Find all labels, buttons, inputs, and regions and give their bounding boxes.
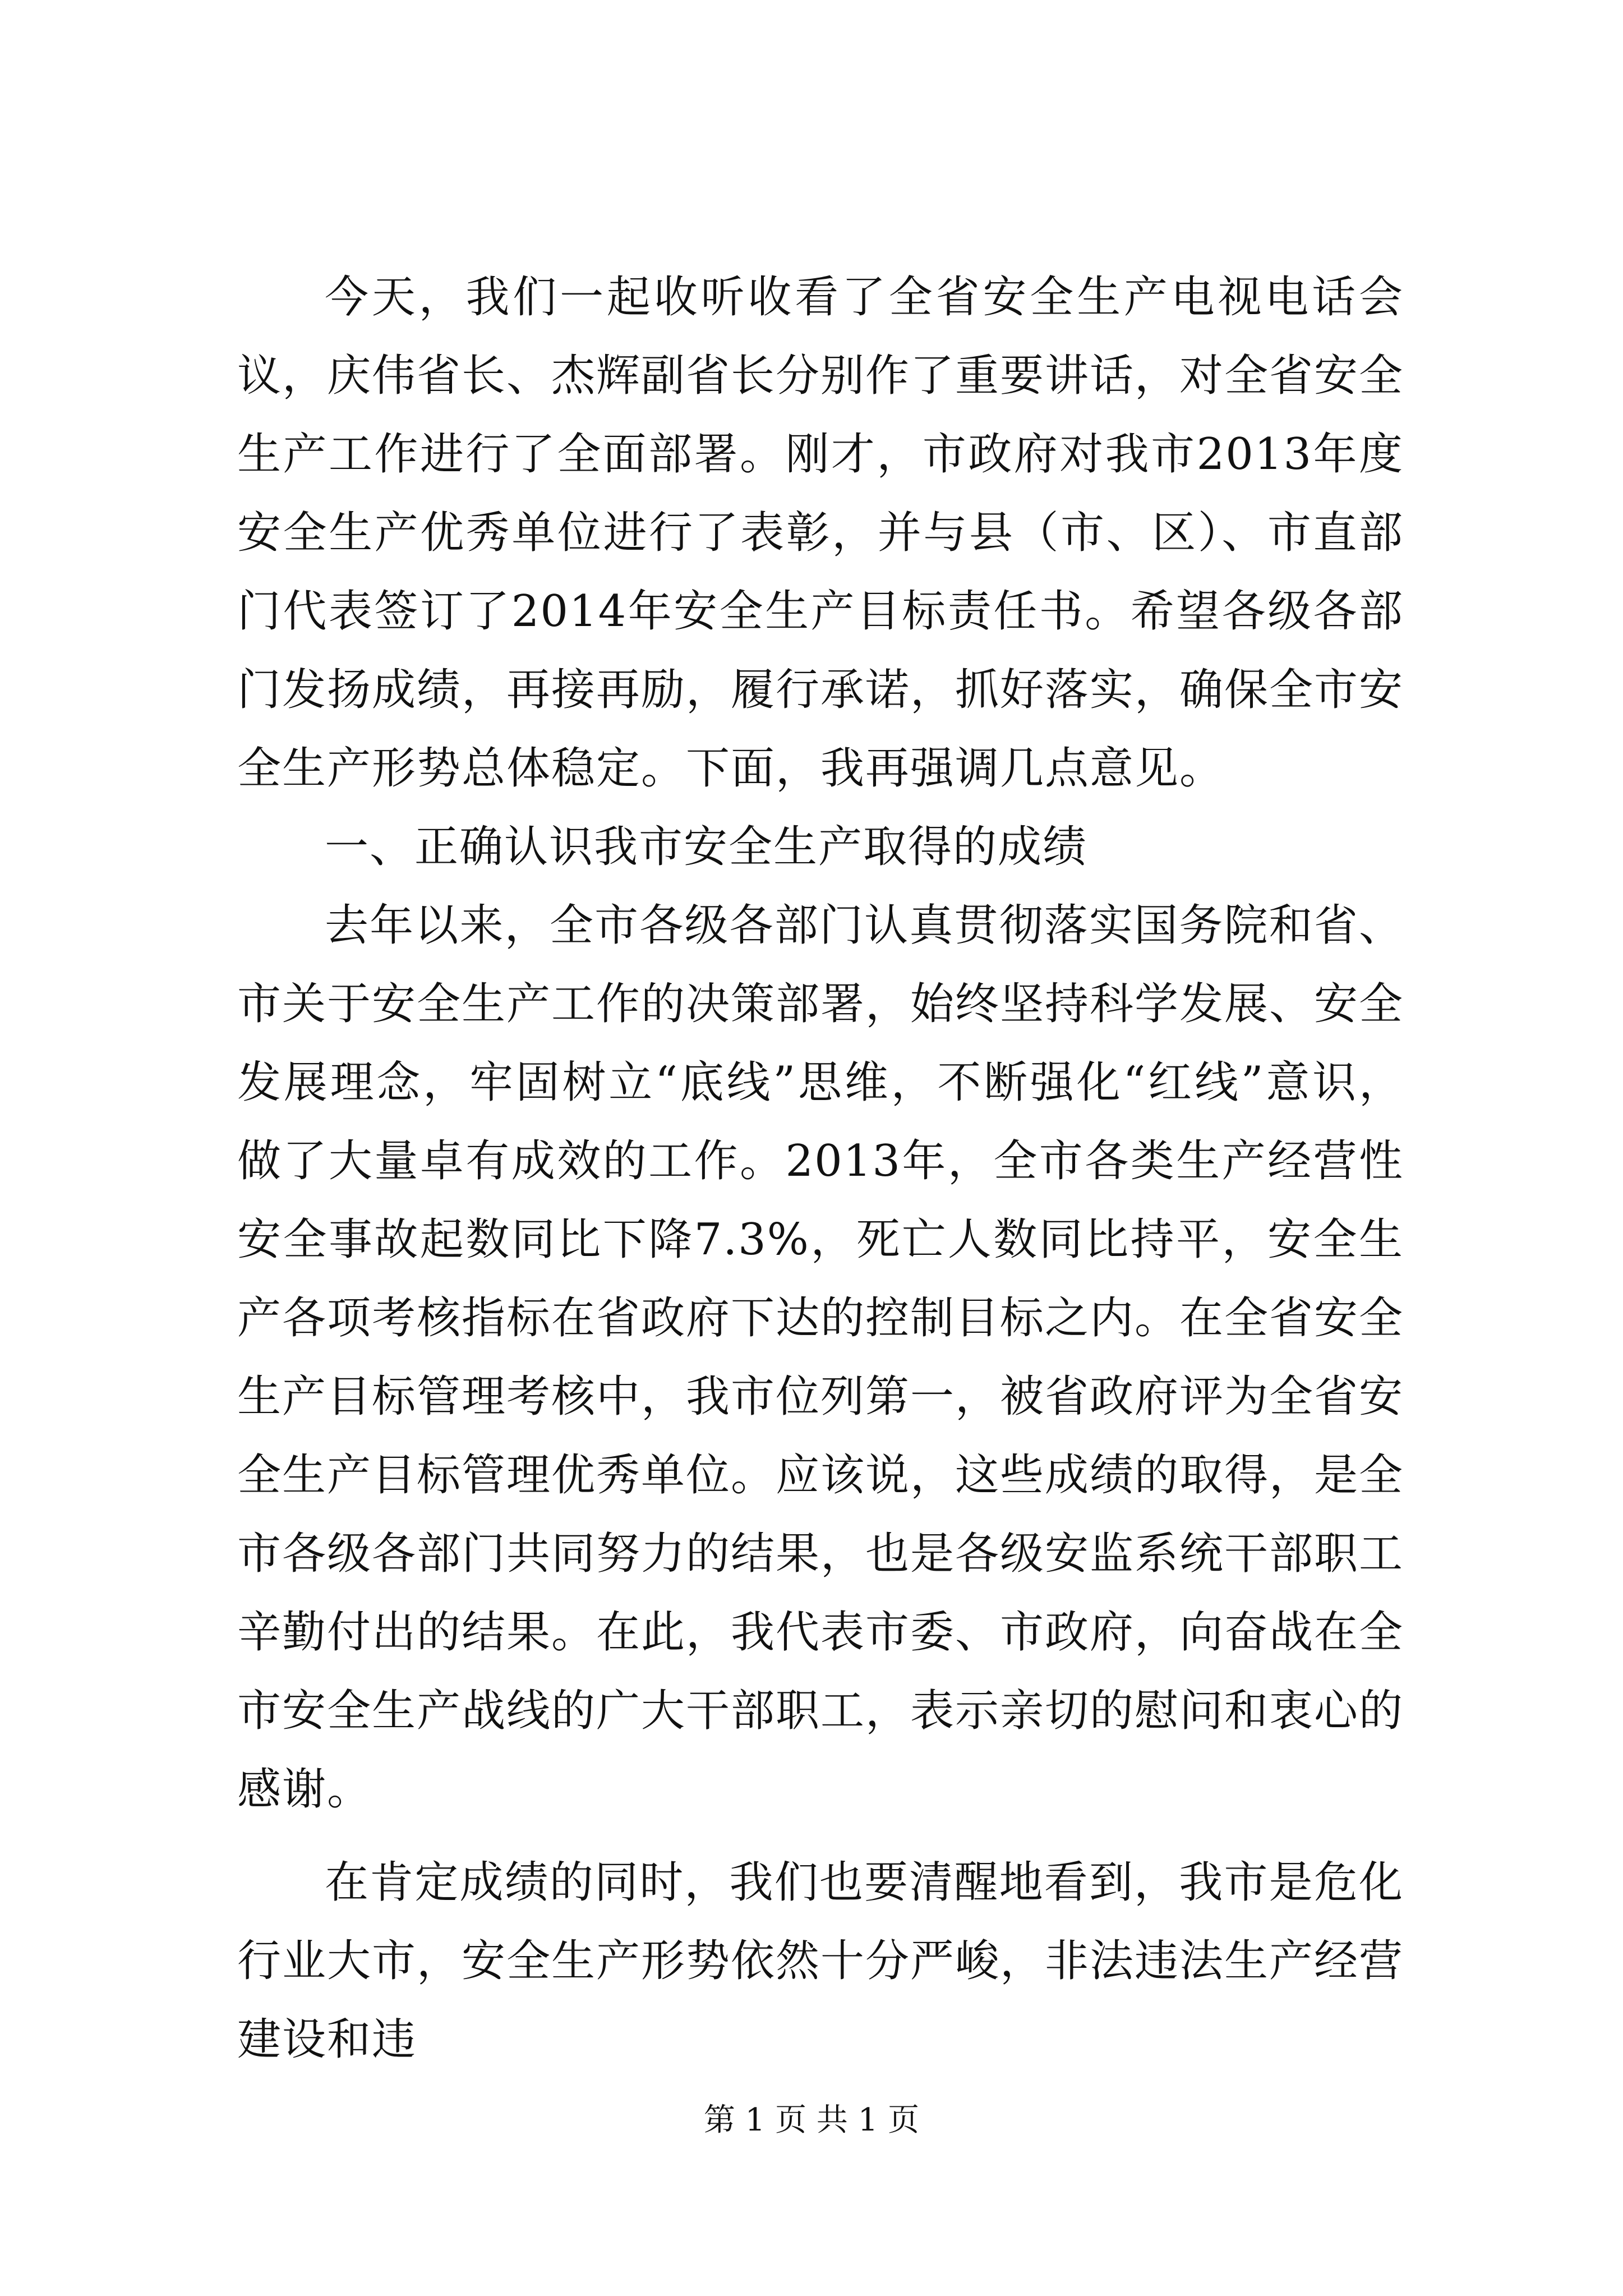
section-heading-1: 一、正确认识我市安全生产取得的成绩 [325, 822, 1088, 872]
paragraph-achievements: 去年以来，全市各级各部门认真贯彻落实国务院和省、市关于安全生产工作的决策部署，始终坚持科学发展、安全发展理念，牢固树立“底线”思维，不断强化“红线”意识，做了大量卓有成效的工作。2013年，全市各类生产经营性安全事故起数同比下降7.3%，死亡人数同比持平，安全生产各项考核指标在省政府下达的控制目标之内。在全省安全生产目标管理考核中，我市位列第一，被省政府评为全省安全生产目标管理优秀单位。应该说，这些成绩的取得，是全市各级各部门共同努力的结果，也是各级安监系统干部职工辛勤付出的结果。在此，我代表市委、市政府，向奋战在全市安全生产战线的广大干部职工，表示亲切的慰问和衷心的感谢。 [237, 900, 1404, 1815]
page-footer: 第 1 页 共 1 页 [703, 2102, 920, 2138]
paragraph-intro: 今天，我们一起收听收看了全省安全生产电视电话会议，庆伟省长、杰辉副省长分别作了重要讲话，对全省安全生产工作进行了全面部署。刚才，市政府对我市2013年度安全生产优秀单位进行了表彰，并与县（市、区）、市直部门代表签订了2014年安全生产目标责任书。希望各级各部门发扬成绩，再接再励，履行承诺，抓好落实，确保全市安全生产形势总体稳定。下面，我再强调几点意见。 [237, 272, 1404, 794]
paragraph-spacer [237, 1829, 1404, 1843]
document-body [237, 258, 1404, 2079]
paragraph-challenges: 在肯定成绩的同时，我们也要清醒地看到，我市是危化行业大市，安全生产形势依然十分严峻，非法违法生产经营建设和违 [237, 1857, 1404, 2065]
